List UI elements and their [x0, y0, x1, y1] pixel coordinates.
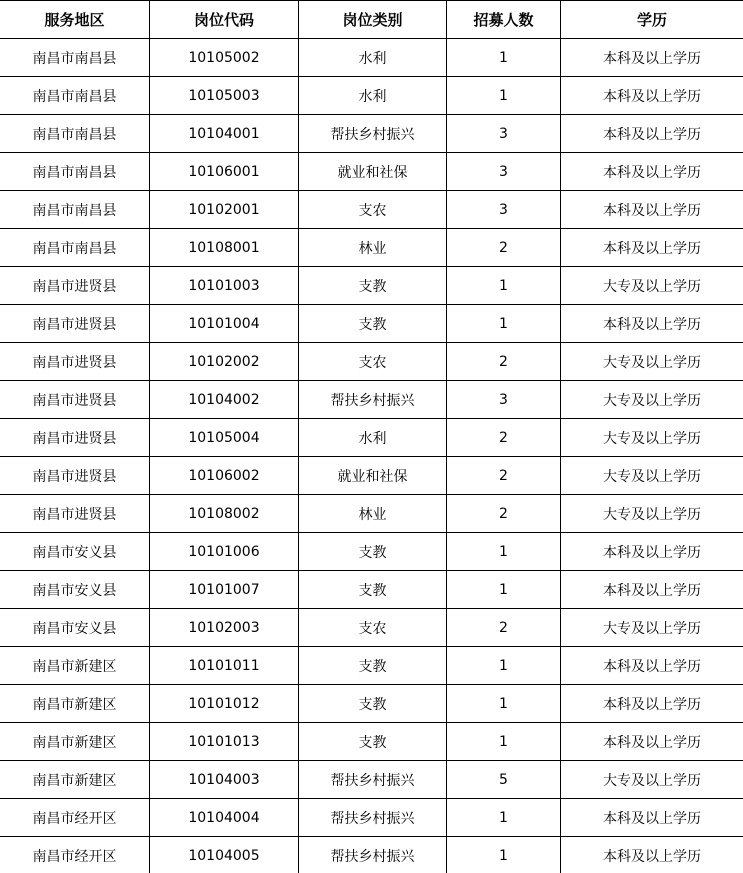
cell-service-area: 南昌市经开区: [0, 837, 150, 873]
cell-service-area: 南昌市新建区: [0, 647, 150, 685]
cell-recruit-count: 3: [447, 381, 561, 419]
cell-service-area: 南昌市进贤县: [0, 495, 150, 533]
cell-service-area: 南昌市经开区: [0, 799, 150, 837]
cell-position-category: 支农: [299, 343, 447, 381]
table-row: [0, 381, 743, 419]
cell-service-area: 南昌市南昌县: [0, 191, 150, 229]
cell-position-code: 10108001: [150, 229, 299, 267]
header-education: 学历: [561, 1, 743, 39]
header-position-code: 岗位代码: [150, 1, 299, 39]
cell-position-code: 10108002: [150, 495, 299, 533]
cell-recruit-count: 1: [447, 533, 561, 571]
table-row: [0, 419, 743, 457]
cell-position-code: 10101012: [150, 685, 299, 723]
table-row: [0, 685, 743, 723]
cell-position-category: 水利: [299, 77, 447, 115]
cell-recruit-count: 1: [447, 837, 561, 873]
cell-education: 大专及以上学历: [561, 343, 743, 381]
table-body: [0, 39, 743, 873]
cell-position-code: 10105003: [150, 77, 299, 115]
cell-recruit-count: 2: [447, 495, 561, 533]
cell-recruit-count: 2: [447, 457, 561, 495]
table-row: [0, 267, 743, 305]
table-row: [0, 571, 743, 609]
cell-position-category: 支农: [299, 191, 447, 229]
cell-position-category: 支教: [299, 533, 447, 571]
cell-recruit-count: 2: [447, 419, 561, 457]
cell-position-category: 支教: [299, 647, 447, 685]
table-row: [0, 533, 743, 571]
cell-education: 本科及以上学历: [561, 77, 743, 115]
cell-position-code: 10102003: [150, 609, 299, 647]
cell-education: 本科及以上学历: [561, 39, 743, 77]
cell-recruit-count: 3: [447, 115, 561, 153]
cell-recruit-count: 1: [447, 77, 561, 115]
header-position-category: 岗位类别: [299, 1, 447, 39]
cell-position-code: 10101004: [150, 305, 299, 343]
cell-service-area: 南昌市新建区: [0, 723, 150, 761]
cell-position-category: 支教: [299, 685, 447, 723]
cell-education: 本科及以上学历: [561, 191, 743, 229]
cell-recruit-count: 2: [447, 343, 561, 381]
cell-position-category: 支教: [299, 723, 447, 761]
cell-education: 本科及以上学历: [561, 229, 743, 267]
cell-position-code: 10104002: [150, 381, 299, 419]
cell-service-area: 南昌市进贤县: [0, 267, 150, 305]
cell-education: 本科及以上学历: [561, 723, 743, 761]
header-row: [0, 1, 743, 39]
cell-position-code: 10106002: [150, 457, 299, 495]
cell-recruit-count: 5: [447, 761, 561, 799]
table-row: [0, 191, 743, 229]
cell-position-category: 帮扶乡村振兴: [299, 115, 447, 153]
cell-recruit-count: 1: [447, 799, 561, 837]
cell-recruit-count: 1: [447, 723, 561, 761]
cell-service-area: 南昌市进贤县: [0, 419, 150, 457]
table-header: [0, 1, 743, 39]
cell-education: 本科及以上学历: [561, 153, 743, 191]
cell-position-code: 10104004: [150, 799, 299, 837]
cell-service-area: 南昌市进贤县: [0, 305, 150, 343]
cell-education: 大专及以上学历: [561, 609, 743, 647]
header-recruit-count: 招募人数: [447, 1, 561, 39]
cell-recruit-count: 1: [447, 685, 561, 723]
cell-service-area: 南昌市新建区: [0, 761, 150, 799]
cell-service-area: 南昌市安义县: [0, 571, 150, 609]
cell-position-category: 林业: [299, 495, 447, 533]
table-row: [0, 115, 743, 153]
cell-education: 大专及以上学历: [561, 457, 743, 495]
cell-service-area: 南昌市安义县: [0, 533, 150, 571]
header-service-area: 服务地区: [0, 1, 150, 39]
cell-service-area: 南昌市安义县: [0, 609, 150, 647]
cell-position-category: 支教: [299, 267, 447, 305]
cell-education: 大专及以上学历: [561, 267, 743, 305]
cell-position-code: 10104001: [150, 115, 299, 153]
table-row: [0, 609, 743, 647]
table-row: [0, 723, 743, 761]
cell-service-area: 南昌市进贤县: [0, 343, 150, 381]
cell-service-area: 南昌市南昌县: [0, 77, 150, 115]
cell-education: 本科及以上学历: [561, 647, 743, 685]
table-row: [0, 761, 743, 799]
cell-education: 本科及以上学历: [561, 799, 743, 837]
cell-recruit-count: 2: [447, 229, 561, 267]
table-row: [0, 647, 743, 685]
cell-education: 大专及以上学历: [561, 495, 743, 533]
cell-recruit-count: 1: [447, 571, 561, 609]
cell-service-area: 南昌市南昌县: [0, 39, 150, 77]
cell-service-area: 南昌市南昌县: [0, 229, 150, 267]
table-row: [0, 799, 743, 837]
cell-position-code: 10106001: [150, 153, 299, 191]
cell-position-category: 水利: [299, 419, 447, 457]
cell-education: 本科及以上学历: [561, 685, 743, 723]
cell-service-area: 南昌市南昌县: [0, 115, 150, 153]
cell-position-code: 10101011: [150, 647, 299, 685]
cell-position-code: 10101013: [150, 723, 299, 761]
cell-education: 本科及以上学历: [561, 115, 743, 153]
cell-education: 本科及以上学历: [561, 305, 743, 343]
cell-service-area: 南昌市新建区: [0, 685, 150, 723]
table-row: [0, 305, 743, 343]
cell-position-code: 10101003: [150, 267, 299, 305]
cell-recruit-count: 1: [447, 39, 561, 77]
table-row: [0, 343, 743, 381]
table-row: [0, 837, 743, 873]
table-row: [0, 229, 743, 267]
cell-recruit-count: 1: [447, 647, 561, 685]
cell-recruit-count: 1: [447, 305, 561, 343]
table-row: [0, 495, 743, 533]
cell-position-code: 10104005: [150, 837, 299, 873]
cell-position-code: 10102001: [150, 191, 299, 229]
table-row: [0, 153, 743, 191]
cell-recruit-count: 2: [447, 609, 561, 647]
cell-position-category: 帮扶乡村振兴: [299, 837, 447, 873]
cell-position-category: 支教: [299, 571, 447, 609]
cell-recruit-count: 3: [447, 153, 561, 191]
cell-position-category: 帮扶乡村振兴: [299, 761, 447, 799]
cell-service-area: 南昌市进贤县: [0, 381, 150, 419]
cell-position-category: 支教: [299, 305, 447, 343]
cell-recruit-count: 3: [447, 191, 561, 229]
cell-education: 本科及以上学历: [561, 571, 743, 609]
cell-position-code: 10105004: [150, 419, 299, 457]
cell-position-code: 10105002: [150, 39, 299, 77]
cell-position-code: 10101007: [150, 571, 299, 609]
table-row: [0, 77, 743, 115]
cell-position-category: 帮扶乡村振兴: [299, 799, 447, 837]
cell-position-code: 10101006: [150, 533, 299, 571]
cell-position-category: 林业: [299, 229, 447, 267]
table-row: [0, 39, 743, 77]
cell-education: 大专及以上学历: [561, 381, 743, 419]
cell-education: 本科及以上学历: [561, 533, 743, 571]
cell-position-code: 10104003: [150, 761, 299, 799]
cell-position-category: 帮扶乡村振兴: [299, 381, 447, 419]
cell-service-area: 南昌市南昌县: [0, 153, 150, 191]
cell-recruit-count: 1: [447, 267, 561, 305]
cell-position-category: 支农: [299, 609, 447, 647]
cell-position-category: 就业和社保: [299, 153, 447, 191]
cell-education: 大专及以上学历: [561, 761, 743, 799]
cell-education: 大专及以上学历: [561, 419, 743, 457]
table-row: [0, 457, 743, 495]
cell-position-code: 10102002: [150, 343, 299, 381]
cell-service-area: 南昌市进贤县: [0, 457, 150, 495]
cell-education: 本科及以上学历: [561, 837, 743, 873]
cell-position-category: 水利: [299, 39, 447, 77]
cell-position-category: 就业和社保: [299, 457, 447, 495]
